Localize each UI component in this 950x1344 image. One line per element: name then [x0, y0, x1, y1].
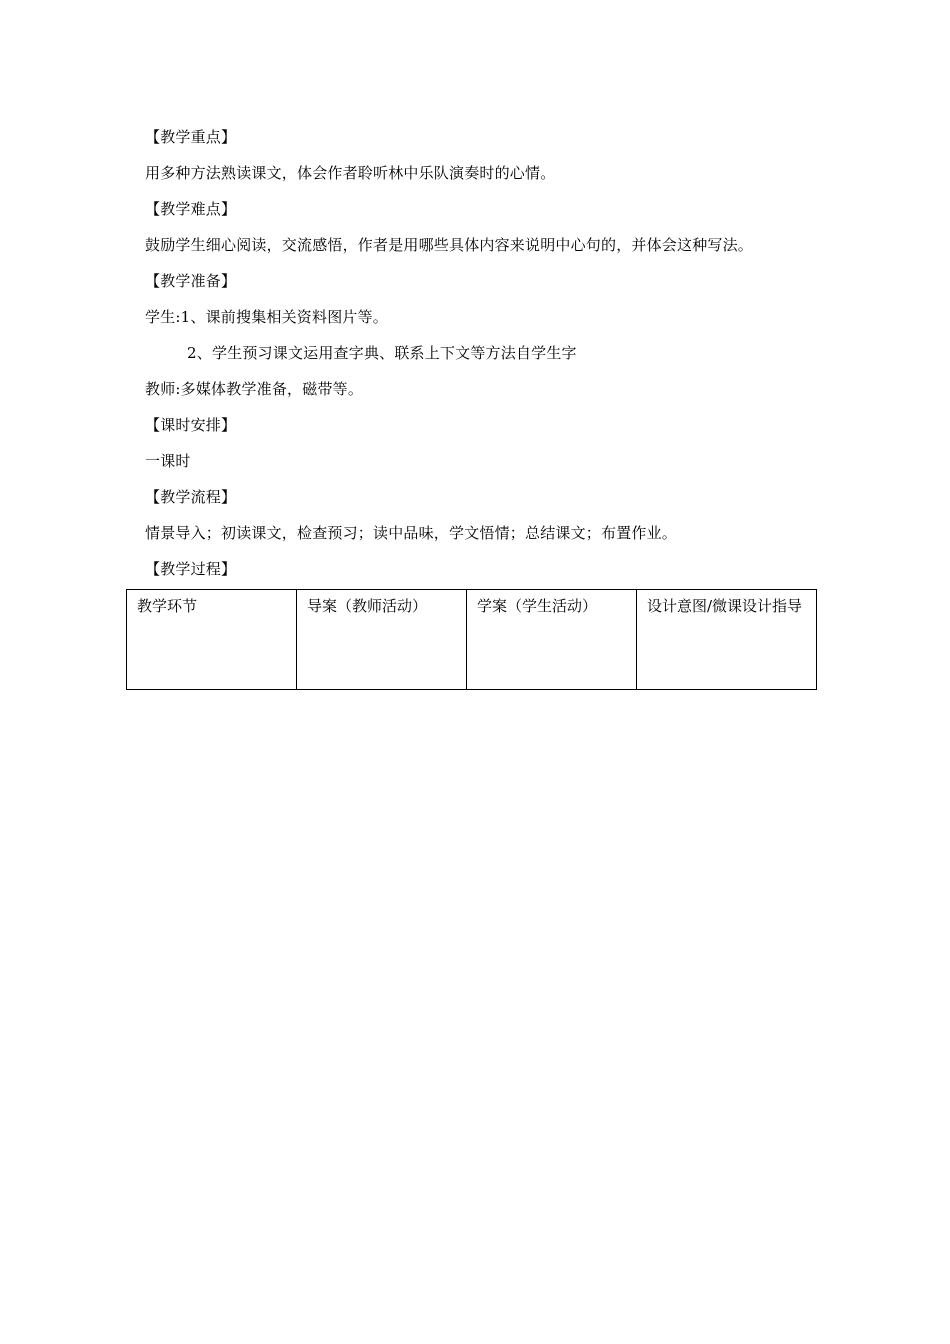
preparation-student-line1: 学生:1、课前搜集相关资料图片等。	[145, 308, 388, 326]
process-heading: 【教学过程】	[145, 560, 237, 578]
preparation-student-line2: 2、学生预习课文运用查字典、联系上下文等方法自学生字	[187, 344, 577, 362]
header-teacher-activity: 导案（教师活动）	[307, 597, 428, 615]
header-teaching-stage: 教学环节	[137, 597, 198, 615]
teaching-process-table	[126, 589, 817, 690]
flow-heading: 【教学流程】	[145, 488, 237, 506]
table-header-cell	[467, 590, 637, 690]
flow-body: 情景导入；初读课文，检查预习；读中品味，学文悟情；总结课文；布置作业。	[145, 524, 678, 542]
header-design-intent: 设计意图/微课设计指导	[647, 597, 803, 615]
key-points-heading: 【教学重点】	[145, 128, 237, 146]
key-points-body: 用多种方法熟读课文，体会作者聆听林中乐队演奏时的心情。	[145, 164, 556, 182]
table-header-cell	[297, 590, 467, 690]
difficulties-body: 鼓励学生细心阅读，交流感悟，作者是用哪些具体内容来说明中心句的，并体会这种写法。	[145, 236, 754, 254]
schedule-body: 一课时	[145, 452, 191, 470]
schedule-heading: 【课时安排】	[145, 416, 237, 434]
table-header-cell	[127, 590, 297, 690]
preparation-heading: 【教学准备】	[145, 272, 237, 290]
header-student-activity: 学案（学生活动）	[477, 597, 598, 615]
table-header-cell	[637, 590, 817, 690]
preparation-teacher-line: 教师:多媒体教学准备，磁带等。	[145, 380, 364, 398]
table-header-row	[127, 590, 817, 690]
difficulties-heading: 【教学难点】	[145, 200, 237, 218]
